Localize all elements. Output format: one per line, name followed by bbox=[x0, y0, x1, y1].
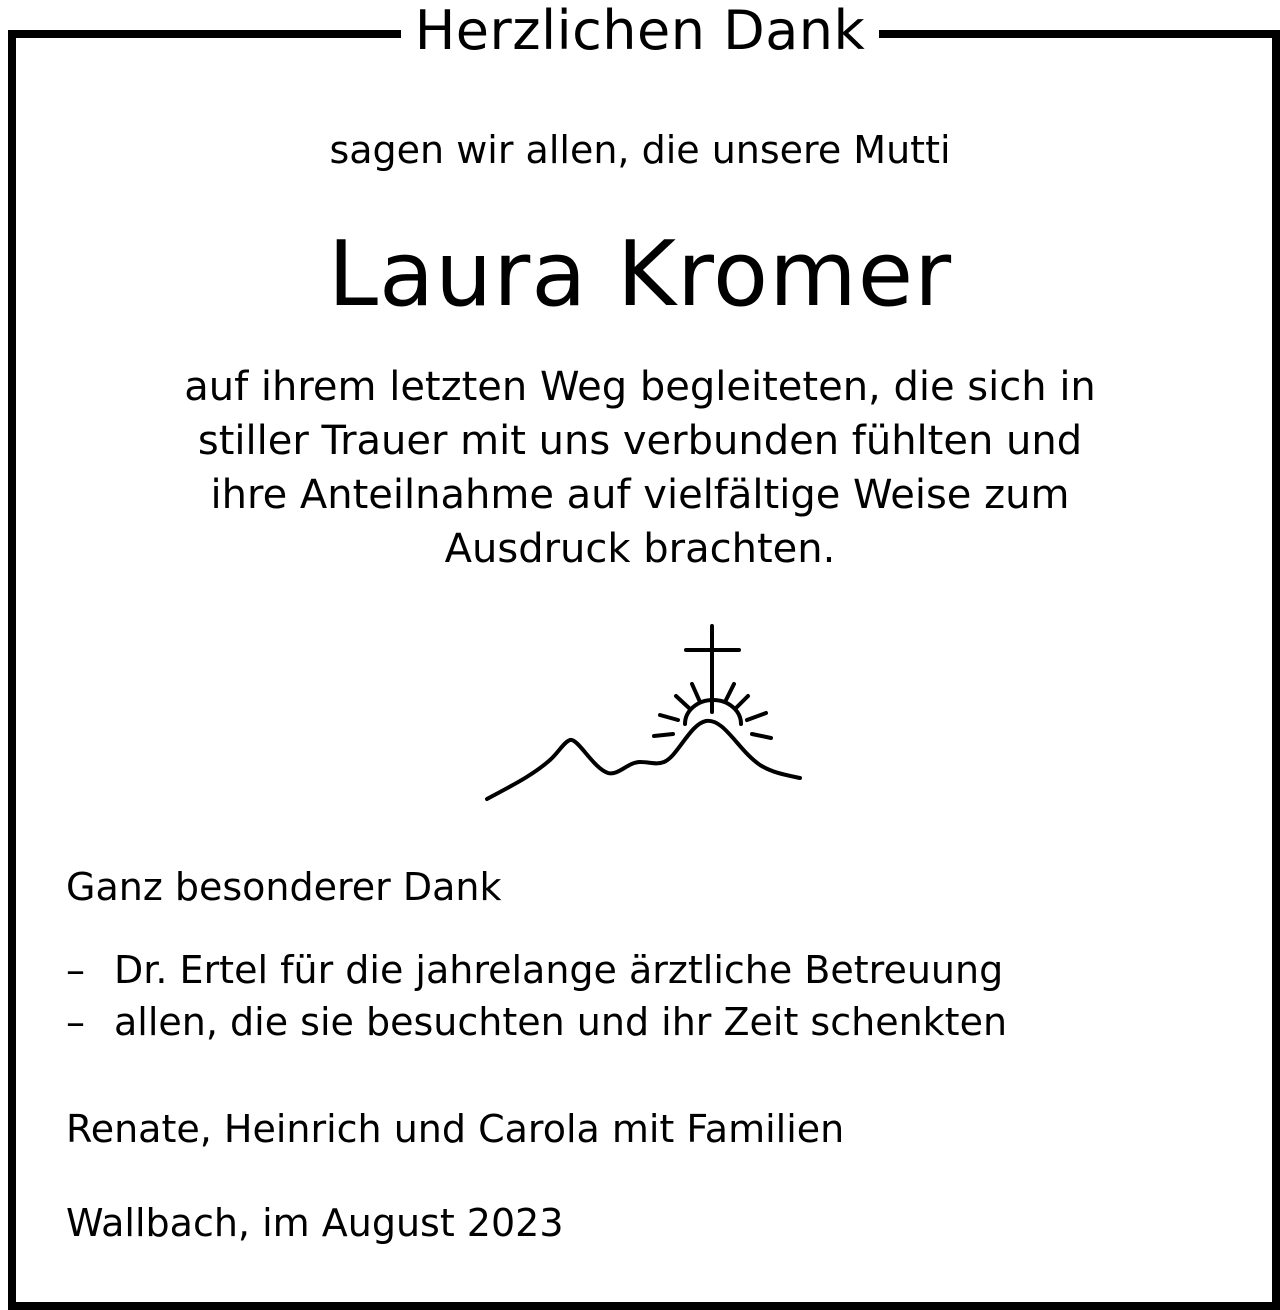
thanks-body bbox=[140, 360, 1140, 576]
body-line: auf ihrem letzten Weg begleiteten, die sich in bbox=[184, 364, 1096, 410]
notice-header bbox=[0, 0, 1280, 62]
deceased-name: Laura Kromer bbox=[327, 222, 953, 327]
intro-line: sagen wir allen, die unsere Mutti bbox=[329, 128, 951, 172]
header-title: Herzlichen Dank bbox=[401, 0, 880, 62]
list-item-text: allen, die sie besuchten und ihr Zeit schenkten bbox=[114, 1000, 1008, 1044]
special-thanks-list bbox=[66, 944, 1007, 1048]
body-line: Ausdruck brachten. bbox=[444, 526, 836, 572]
place-and-date: Wallbach, im August 2023 bbox=[66, 1201, 564, 1245]
list-bullet: – bbox=[66, 1000, 85, 1044]
list-item bbox=[66, 996, 1007, 1048]
body-line: stiller Trauer mit uns verbunden fühlten und bbox=[197, 418, 1083, 464]
body-line: ihre Anteilnahme auf vielfältige Weise zum bbox=[210, 472, 1070, 518]
list-bullet: – bbox=[66, 948, 85, 992]
list-item-text: Dr. Ertel für die jahrelange ärztliche Betreuung bbox=[114, 948, 1004, 992]
family-signature: Renate, Heinrich und Carola mit Familien bbox=[66, 1107, 845, 1151]
cross-sunrise-mountain-icon bbox=[478, 620, 808, 810]
special-thanks-heading: Ganz besonderer Dank bbox=[66, 865, 502, 909]
list-item bbox=[66, 944, 1007, 996]
